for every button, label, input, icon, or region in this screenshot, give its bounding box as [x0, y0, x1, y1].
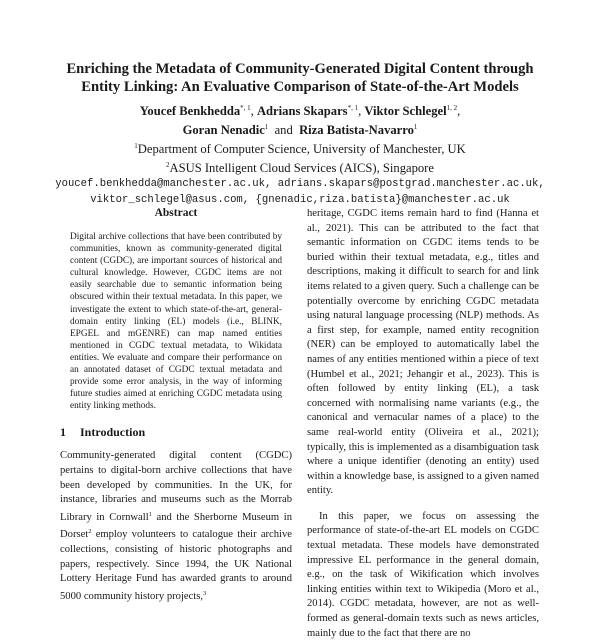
author-name: Viktor Schlegel — [364, 104, 447, 118]
affiliation-mark: 2 — [166, 161, 170, 169]
body-paragraph-1: heritage, CGDC items remain hard to find (Hanna et al., 2021). This can be attributed to the fact that semantic information on CGDC items tends to be buried within their textual metadata, e.g., titles and descriptions, making it difficult to search for and link items related to a given query. Such a challenge can be potentially overcome by enriching CGDC metadata using natural language processing (NLP) methods. As a first step, for example, named entity recognition (NER) can be employed to automatically label the names of any entities mentioned within a piece of text (Humbel et al., 2021; Jehangir et al., 2023). This is often followed by entity linking (EL), a task concerned with normalising name variants (e.g., the canonical and vernacular names of a place) to the same real-world entity (Oliveira et al., 2021); typically, this is implemented as a disambiguation task where a unique identifier (denoting an entity) used within a knowledge base, is assigned to a given named entity. — [307, 208, 539, 497]
email-line-1[interactable]: youcef.benkhedda@manchester.ac.uk, adrians.skapars@postgrad.manchester.ac.uk, — [55, 178, 545, 190]
section-title: Introduction — [80, 425, 146, 440]
affiliation-text: ASUS Intelligent Cloud Services (AICS), Singapore — [169, 161, 434, 175]
footnote-mark[interactable]: 2 — [88, 528, 92, 536]
section-number: 1 — [60, 425, 66, 440]
abstract-heading: Abstract — [154, 207, 198, 219]
section-heading — [60, 425, 292, 440]
title-line-1: Enriching the Metadata of Community-Generated Digital Content through — [66, 61, 534, 77]
author-affil-mark: 1, 2 — [446, 104, 458, 112]
author-and: and — [274, 123, 293, 137]
intro-text: employ volunteers to catalogue their archive collections, consisting of historic photographs and papers, respectively. Since 1994, the UK National Lottery Heritage Fund has awarded grants to around 5000 community history projects, — [60, 529, 292, 602]
affiliation-2 — [40, 157, 560, 176]
intro-text: and the Sherborne Museum in Dorset — [60, 511, 292, 541]
paper-title — [40, 60, 560, 96]
footnote-mark[interactable]: 1 — [148, 510, 152, 518]
author-line-1: Youcef Benkhedda$^{*, 1}$, Adrians Skapars$^{*, 1}$, Viktor Schlegel$^{1, 2}$, — [139, 104, 461, 118]
intro-paragraph — [60, 449, 292, 604]
title-line-2: Entity Linking: An Evaluative Comparison of State-of-the-Art Models — [81, 79, 519, 95]
affiliation-1 — [40, 138, 560, 157]
author-name: Adrians Skapars — [256, 104, 348, 118]
right-column — [307, 207, 539, 641]
email-line-2[interactable]: viktor_schlegel@asus.com, {gnenadic,riza.batista}@manchester.ac.uk — [90, 194, 510, 206]
body-paragraph-2 — [307, 510, 539, 641]
intro-text: Community-generated digital content (CGDC) pertains to digital-born archive collections that have been developed by communities. In the UK, for instance, libraries and museums such as the Morrab Library in Cornwall — [60, 450, 292, 523]
affiliation-text: Department of Computer Science, University of Manchester, UK — [137, 142, 466, 156]
author-affil-mark: *, 1 — [347, 104, 359, 112]
footnote-mark[interactable]: 3 — [203, 589, 207, 597]
author-affil-mark: *, 1 — [240, 104, 251, 112]
affiliation-mark: 1 — [134, 142, 138, 150]
author-name: Youcef Benkhedda — [139, 104, 241, 118]
author-name: Goran Nenadic — [182, 123, 265, 137]
author-affil-mark: 1 — [413, 123, 418, 131]
author-affil-mark: 1 — [264, 123, 269, 131]
abstract-text: Digital archive collections that have been contributed by communities, known as community-generated digital content (CGDC), are important sources of historical and cultural knowledge. However, CGDC items are not easily searchable due to semantic information being obscured within their textual metadata. In this paper, we investigate the extent to which state-of-the-art, general-domain entity linking (EL) models (i.e., BLINK, EPGEL and mGENRE) can map named entities mentioned in CGDC textual metadata, to Wikidata entities. We evaluate and compare their performance on an annotated dataset of CGDC textual metadata and provide some error analysis, in the way of informing future studies aimed at enriching CGDC metadata using entity linking methods. — [70, 232, 282, 412]
author-block — [40, 100, 560, 208]
author-name: Riza Batista-Navarro — [299, 123, 414, 137]
author-line-2 — [40, 119, 560, 138]
body-paragraph-2-text: In this paper, we focus on assessing the performance of state-of-the-art EL models on CGDC textual metadata. These models have demonstrated impressive EL performance in the general domain, e.g., on the task of Wikification which involves linking entities within text to Wikipedia (Moro et al., 2014). CGDC metadata, however, are not as well-formed as general-domain texts such as news articles, mainly due to the fact that there are no — [307, 510, 539, 639]
left-column — [60, 207, 292, 604]
